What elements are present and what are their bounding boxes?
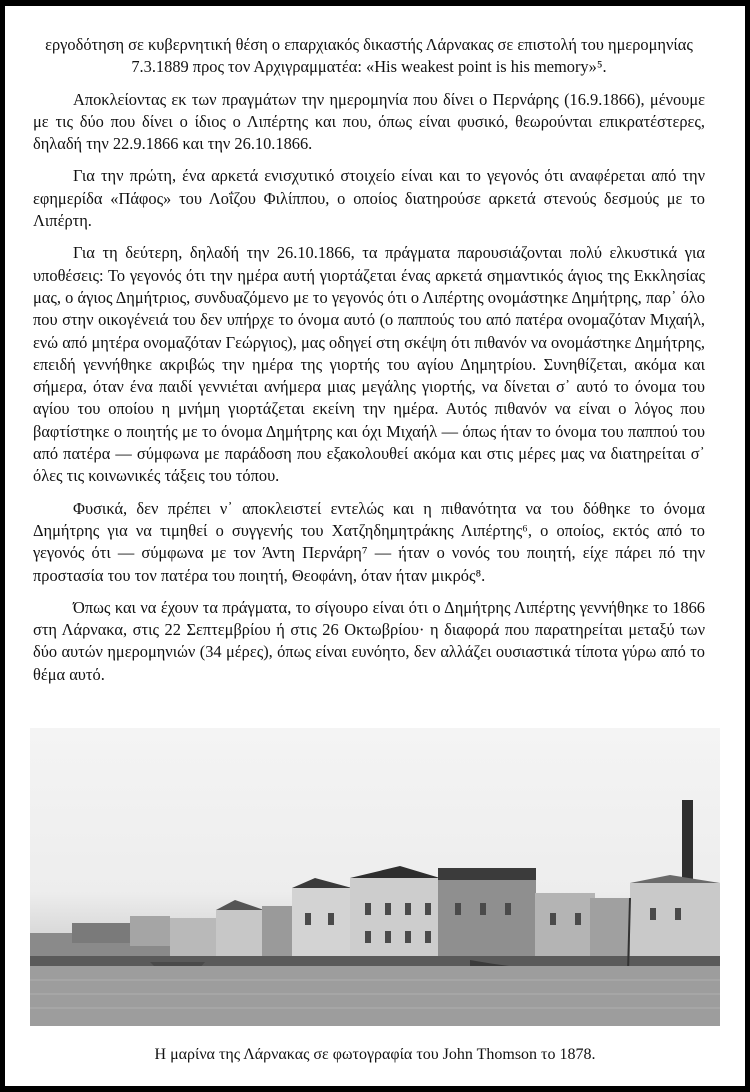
body-text	[33, 34, 705, 696]
paragraph: Για τη δεύτερη, δηλαδή την 26.10.1866, τα πράγματα παρουσιάζονται πολύ ελκυστικά για υποθέσεις: Το γεγονός ότι την ημέρα αυτή γιορτάζεται ένας αρκετά σημαντικός άγιος της Εκκλησίας μας, ο άγιος Δημήτριος, συνδυαζόμενο με το γεγονός ότι ο Λιπέρτης ονομάστηκε Δημήτρης, παρ᾽ όλο που στην οικογένειά του δεν υπήρχε το όνομα αυτό (ο παππούς του από πατέρα ονομαζόταν Μιχαήλ, ενώ από μητέρα ονομαζόταν Γεώργιος), μας οδηγεί στη σκέψη ότι πιθανόν να ονομάστηκε Δημήτρης, επειδή γεννήθηκε ακριβώς την ημέρα της γιορτής του αγίου Δημητρίου. Συνηθίζεται, ακόμα και σήμερα, όταν ένα παιδί γεννιέται ανήμερα μιας μεγάλης γιορτής, να δίνεται σ᾽ αυτό το όνομα του αγίου του οποίου η μνήμη γιορτάζεται εκείνη την ημέρα. Αυτός πιθανόν να είναι ο λόγος που βαφτίστηκε ο ποιητής με το όνομα Δημήτρης και όχι Μιχαήλ — όπως ήταν το όνομα του παππού του από πατέρα — σύμφωνα με παράδοση που εξακολουθεί ακόμα και στις μέρες μας να διατηρείται σ᾽ όλες τις κοινωνικές τάξεις του τόπου.	[33, 243, 705, 486]
paragraph-continuation: εργοδότηση σε κυβερνητική θέση ο επαρχιακός δικαστής Λάρνακας σε επιστολή του ημερομηνίας 7.3.1889 προς τον Αρχιγραμματέα: «His weakest point is his memory»⁵.	[45, 35, 693, 77]
paragraph: Όπως και να έχουν τα πράγματα, το σίγουρο είναι ότι ο Δημήτρης Λιπέρτης γεννήθηκε το 1866 στη Λάρνακα, στις 22 Σεπτεμβρίου ή στις 26 Οκτωβρίου· η διαφορά που παρατηρείται μεταξύ των δύο αυτών ημερομηνιών (34 μέρες), όπως είναι ευνόητο, δεν αλλάζει ουσιαστικά τίποτα γύρω από το θέμα αυτό.	[33, 597, 705, 684]
paragraph: Αποκλείοντας εκ των πραγμάτων την ημερομηνία που δίνει ο Περνάρης (16.9.1866), μένουμε με τις δύο που δίνει ο ίδιος ο Λιπέρτης και που, όπως είναι φυσικό, θεωρούνται επικρατέστερες, δηλαδή την 22.9.1866 και την 26.10.1866.	[33, 89, 705, 154]
photo-caption: Η μαρίνα της Λάρνακας σε φωτογραφία του John Thomson το 1878.	[154, 1046, 596, 1063]
historical-photo	[30, 728, 720, 1026]
paragraph: Φυσικά, δεν πρέπει ν᾽ αποκλειστεί εντελώς και η πιθανότητα να του δόθηκε το όνομα Δημήτρης για να τιμηθεί ο συγγενής του Χατζηδημητράκης Λιπέρτης⁶, ο οποίος, εκτός από το γεγονός ότι — σύμφωνα με τον Άντη Περνάρη⁷ — ήταν ο νονός του ποιητή, είχε πάρει πό την προστασία του τον πατέρα του ποιητή, Θεοφάνη, όταν ήταν μικρός⁸.	[33, 498, 705, 585]
paragraph: Για την πρώτη, ένα αρκετά ενισχυτικό στοιχείο είναι και το γεγονός ότι αναφέρεται από την εφημερίδα «Πάφος» του Λοΐζου Φιλίππου, ο οποίος διατηρούσε αρκετά στενούς δεσμούς με το Λιπέρτη.	[33, 166, 705, 231]
document-page	[5, 6, 745, 1086]
